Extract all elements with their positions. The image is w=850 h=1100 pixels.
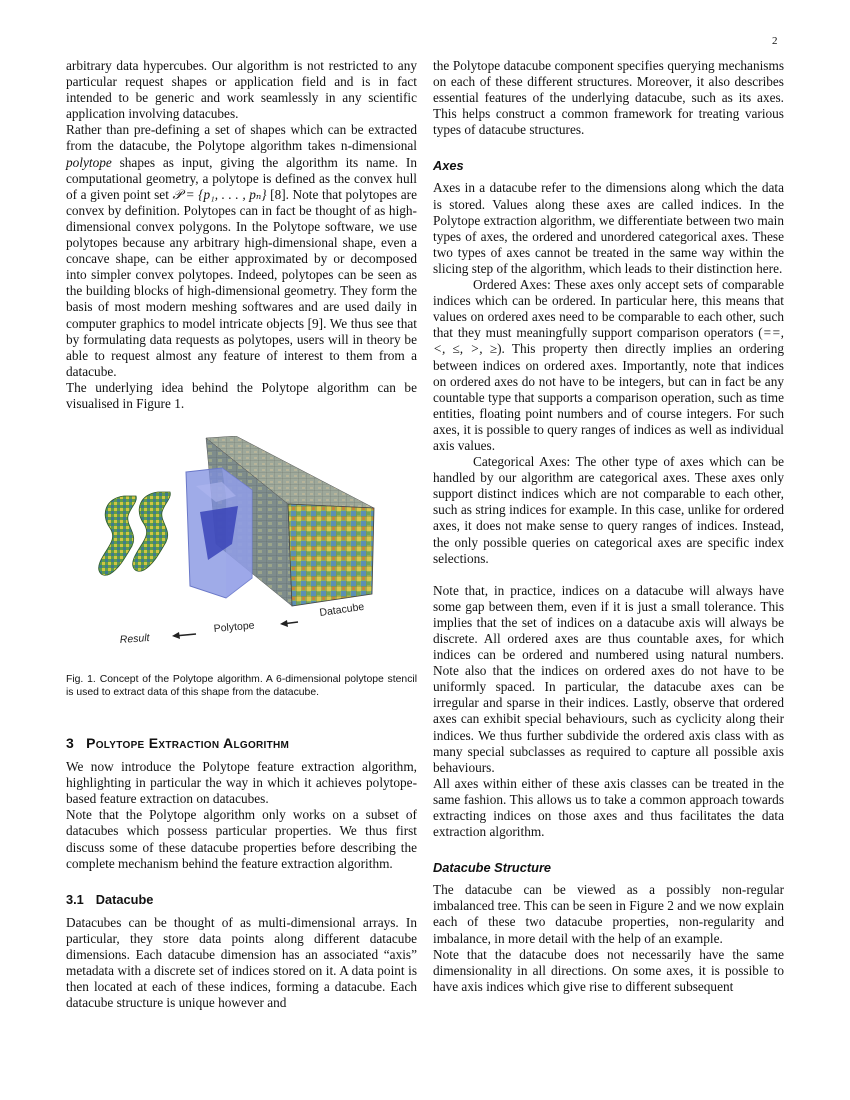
left-column <box>66 58 417 1011</box>
label-polytope: Polytope <box>213 619 255 636</box>
result-shape <box>99 492 171 575</box>
subsection-title: Datacube <box>95 891 154 907</box>
page-number: 2 <box>772 35 778 47</box>
text-run: shapes as input, giving the algorithm its name. In computational geometry, a polytope is defined as the convex hull of a given point set <box>66 154 417 202</box>
paragraph-axes: Axes in a datacube refer to the dimensions along which the data is stored. Values along these axes are called indices. In the Polytope extraction algorithm, we differentiate between two main types of axes, the ordered and unordered categorical axes. These two types of axes cannot be treated in the same way within the slicing step of the algorithm, which leads to their distinction here. <box>433 180 784 276</box>
paragraph-querying-mechanisms: the Polytope datacube component specifies querying mechanisms on each of these different structures. Moreover, it also describes essential features of the underlying datacube, such as its axes. This helps construct a common framework for treating various types of datacube structures. <box>433 58 784 138</box>
paragraph-datacube-subset: Note that the Polytope algorithm only works on a subset of datacubes which possess particular properties. We thus first discuss some of these datacube properties before describing the complete mechanism behind the feature extraction algorithm. <box>66 807 417 871</box>
text-run: ). This property then directly implies an ordering between indices on ordered axes. Importantly, note that indices on ordered axes do not have to be integers, but can in fact be any countable type that supports a comparison operation, such as time entities, floating point numbers and of course integers. For such axes, it is possible to query ranges of indices as well as individual axis values. <box>433 341 784 453</box>
right-column <box>433 58 784 995</box>
math-comparison-operators: ==, <, ≤, >, ≥ <box>433 325 784 357</box>
label-datacube: Datacube <box>318 600 365 620</box>
paragraph-polytope-definition <box>66 122 417 380</box>
figure-1 <box>66 436 417 664</box>
section-title: Polytope Extraction Algorithm <box>86 735 290 752</box>
math-point-set: 𝒫 = {p₁, . . . , pₙ} <box>172 186 267 202</box>
label-result: Result <box>119 632 150 647</box>
arrow-polytope-to-result <box>172 632 196 639</box>
paragraph-discrete-indices: Note that, in practice, indices on a datacube will always have some gap between them, even if it is just a small tolerance. This implies that the set of indices on a datacube axis will always be discrete. All ordered axes are thus countable axes, for which indices can be ordered and numbered using natural numbers. Note also that the indices on ordered axes do not have to be uniformly spaced. In particular, the datacube axes can be irregular and sparse in their indices. Lastly, observe that ordered axes can exhibit special behaviours, such as cyclicity along their indices. We thus further subdivide the ordered axis class with as many special subclasses as required to capture all possible axis behaviours. <box>433 582 784 775</box>
emphasis-polytope: polytope <box>66 154 112 170</box>
text-run: Ordered Axes: These axes only accept sets of comparable indices which can be ordered. In particular here, this means that values on ordered axes need to be comparable to each other, such that they must meaningfully support comparison operators ( <box>433 277 784 341</box>
paragraph-ordered-axes <box>433 277 784 454</box>
section-number: 3 <box>66 735 75 752</box>
paragraph-intro: arbitrary data hypercubes. Our algorithm is not restricted to any particular request shapes or application field and is in fact intended to be generic and work seamlessly in any scientific application involving datacubes. <box>66 58 417 122</box>
text-run: Rather than pre-defining a set of shapes which can be extracted from the datacube, the Polytope algorithm takes n-dimensional <box>66 122 417 154</box>
caption-label: Fig. 1. <box>66 674 96 686</box>
heading-datacube-structure: Datacube Structure <box>433 860 552 876</box>
subsection-heading <box>66 892 417 907</box>
polytope-shape <box>186 468 252 598</box>
figure-1-illustration <box>66 436 417 664</box>
paragraph-categorical-axes: Categorical Axes: The other type of axes which can be handled by our algorithm are categorical axes. These axes only support distinct indices which are not comparable to each other, such as string indices for example. In this case, unlike for ordered axes, it does not make sense to query ranges of indices. Instead, the only possible queries on categorical axes are specific index selections. <box>433 454 784 566</box>
paragraph-common-approach: All axes within either of these axis classes can be treated in the same fashion. This allows us to take a common approach towards extracting indices on those axes and thus facilitates the data extraction algorithm. <box>433 775 784 840</box>
paragraph-figure-reference: The underlying idea behind the Polytope algorithm can be visualised in Figure 1. <box>66 379 417 411</box>
caption-text: Concept of the Polytope algorithm. A 6-dimensional polytope stencil is used to extract data of this shape from the datacube. <box>66 674 418 698</box>
paragraph-section-intro: We now introduce the Polytope feature extraction algorithm, highlighting in particular the way in which it achieves polytope-based feature extraction on datacubes. <box>66 759 417 807</box>
text-run: [8]. Note that polytopes are convex by definition. Polytopes can in fact be thought of as high-dimensional convex polygons. In the Polytope software, we use polytopes because any arbitrary high-dimensional shape, even a concave shape, can be either approximated by or decomposed into simpler convex polytopes. Indeed, polytopes can be seen as the building blocks of high-dimensional geometry. They form the basis of most modern meshing softwares and are used daily in computer graphics to model intricate objects [9]. We thus see that by formulating data requests as polytopes, users will in theory be able to request almost any feature of interest to them from a datacube. <box>66 186 417 379</box>
section-heading <box>66 735 417 751</box>
arrow-datacube-to-polytope <box>280 620 298 627</box>
heading-axes: Axes <box>433 158 464 174</box>
subsection-number: 3.1 <box>66 891 84 907</box>
figure-1-caption <box>66 674 417 699</box>
paragraph-dimensionality: Note that the datacube does not necessarily have the same dimensionality in all directions. On some axes, it is possible to have axis indices which give rise to different subsequent <box>433 946 784 994</box>
paragraph-datacube-tree: The datacube can be viewed as a possibly non-regular imbalanced tree. This can be seen in Figure 2 and we now explain each of these two datacube properties, non-regularity and imbalance, in more detail with the help of an example. <box>433 882 784 946</box>
paragraph-datacube-definition: Datacubes can be thought of as multi-dimensional arrays. In particular, they store data points along different datacube dimensions. Each datacube dimension has an associated “axis” metadata with a discrete set of indices stored on it. A data point is then located at each of these indices, forming a datacube. Each datacube structure is unique however and <box>66 914 417 1011</box>
